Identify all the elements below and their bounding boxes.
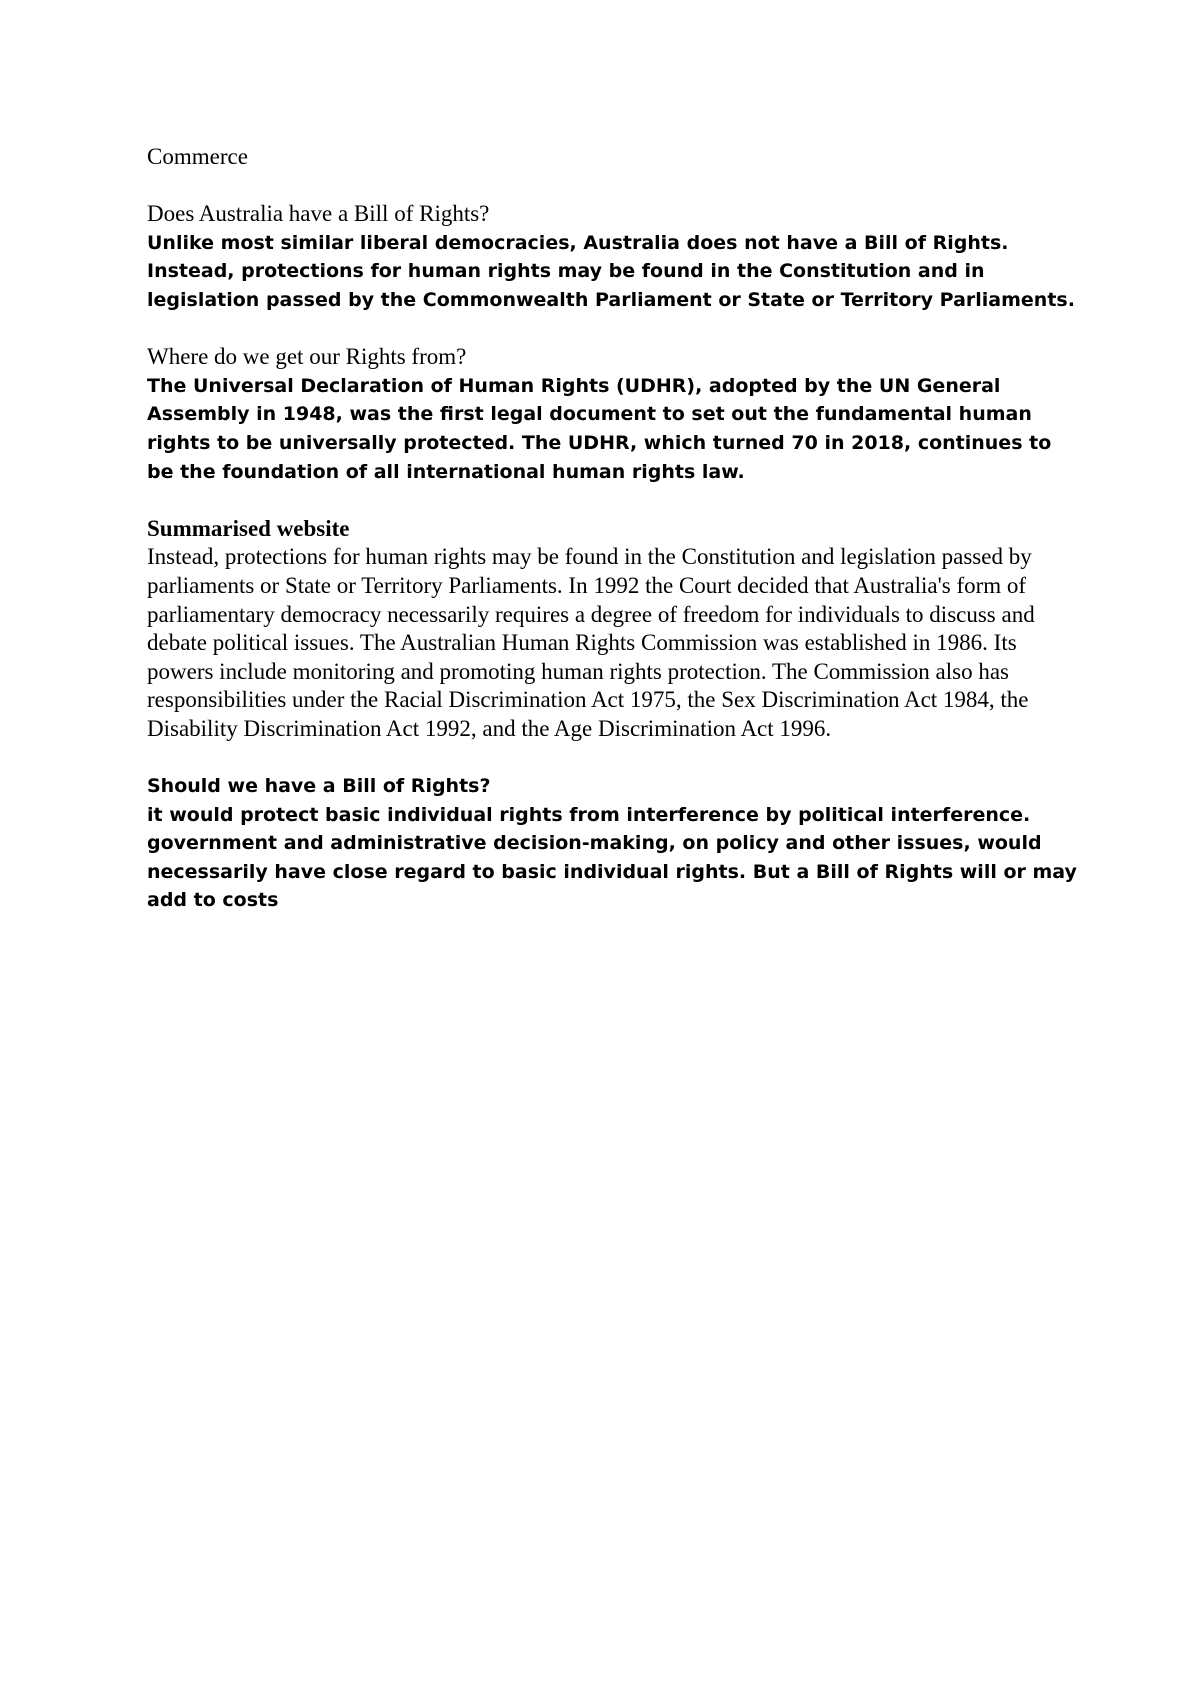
spacer <box>147 486 1077 515</box>
spacer <box>147 315 1077 344</box>
section3-heading: Summarised website <box>147 515 350 541</box>
section2-answer: The Universal Declaration of Human Rights (UDHR), adopted by the UN General Assembly in 1948, was the first legal document to set out the fundamental human rights to be universally protected. The UDHR, which turned 70 in 2018, continues to be the foundation of all international human rights law. <box>147 374 1052 483</box>
spacer <box>147 172 1077 201</box>
spacer <box>147 743 1077 772</box>
section4-heading: Should we have a Bill of Rights? <box>147 775 491 798</box>
section3-body: Instead, protections for human rights may be found in the Constitution and legislation passed by parliaments or State or Territory Parliaments. In 1992 the Court decided that Australia's form of parliamentary democracy necessarily requires a degree of freedom for individuals to discuss and debate political issues. The Australian Human Rights Commission was established in 1986. Its powers include monitoring and promoting human rights protection. The Commission also has responsibilities under the Racial Discrimination Act 1975, the Sex Discrimination Act 1984, the Disability Discrimination Act 1992, and the Age Discrimination Act 1996. <box>147 544 1035 741</box>
section2-question: Where do we get our Rights from? <box>147 344 467 370</box>
document-title: Commerce <box>147 144 248 169</box>
section1-answer: Unlike most similar liberal democracies, Australia does not have a Bill of Rights. Instead, protections for human rights may be found in the Constitution and in legislation passed by the Commonwealth Parliament or State or Territory Parliaments. <box>147 231 1075 311</box>
section4-body: government and administrative decision-making, on policy and other issues, would necessarily have close regard to basic individual rights. But a Bill of Rights will or may add to costs <box>147 832 1077 912</box>
section1-question: Does Australia have a Bill of Rights? <box>147 201 490 227</box>
document-page <box>147 143 1077 915</box>
section4-line1: it would protect basic individual rights from interference by political interference. <box>147 803 1031 826</box>
